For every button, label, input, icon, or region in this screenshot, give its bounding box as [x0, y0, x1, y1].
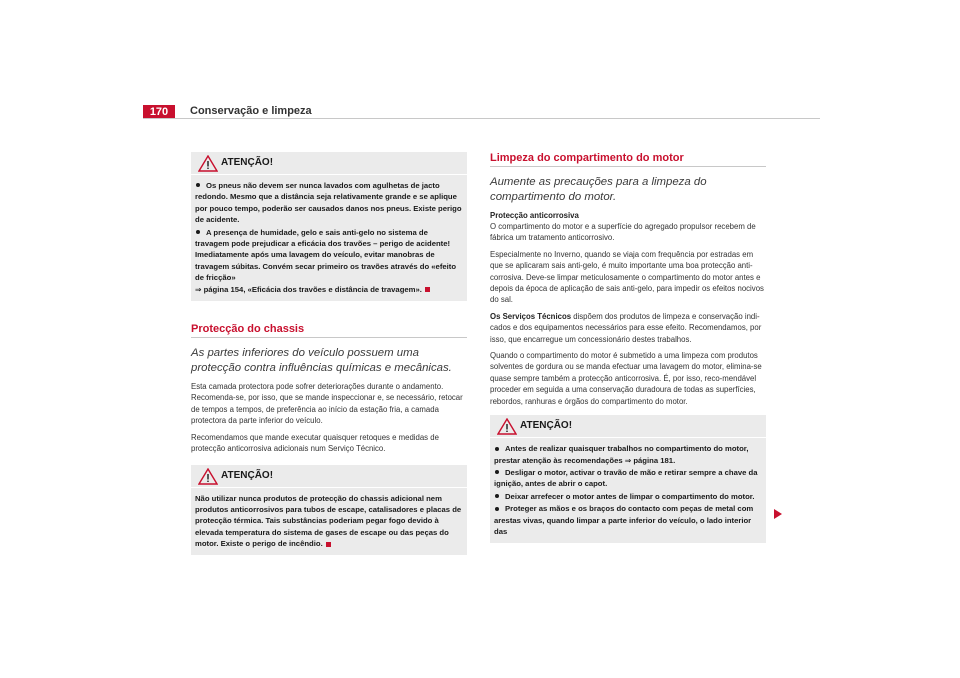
bullet-icon	[196, 183, 200, 187]
warning-header	[191, 152, 467, 175]
warning-box-chassis	[191, 465, 467, 555]
section-subtitle-chassis: As partes inferiores do veículo possuem uma protecção contra influências químicas e mecânicas.	[191, 347, 452, 374]
paragraph: Recomendamos que mande executar quaisquer retoques e medidas de protecção anticorrosiva adicionais num Serviço Técnico.	[191, 432, 439, 454]
warning-item: Proteger as mãos e os braços do contacto com peças de metal com arestas vivas, quando limpar a parte inferior do veículo, o lado interior das	[494, 504, 754, 536]
warning-title: ATENÇÃO!	[221, 469, 274, 481]
bullet-icon	[495, 494, 499, 498]
paragraph: Os Serviços Técnicos dispõem dos produtos de limpeza e conservação indi-cados e dos equipamentos necessários para esse efeito. Recomendamos, por isso, que encarregue um concessionário destes trabalhos.	[490, 311, 762, 344]
section-subtitle-engine: Aumente as precauções para a limpeza do compartimento do motor.	[490, 176, 707, 203]
header-divider	[143, 118, 820, 119]
warning-body	[191, 488, 467, 555]
subheading-corrosion: Protecção anticorrosiva	[490, 211, 579, 220]
warning-item: Antes de realizar quaisquer trabalhos no compartimento do motor, prestar atenção às recomendações ⇒ página 181.	[494, 444, 749, 465]
warning-item: Desligar o motor, activar o travão de mão e retirar sempre a chave da ignição, antes de abrir o capot.	[494, 467, 758, 489]
warning-item: Os pneus não devem ser nunca lavados com agulhetas de jacto redondo. Mesmo que a distância seja relativamente grande e se aplique por pouco tempo, poderão ser causados danos nos pneus. Existe perigo de acidente.	[195, 181, 462, 225]
bullet-icon	[495, 470, 499, 474]
page-header-title: Conservação e limpeza	[190, 105, 312, 117]
warning-box-engine	[490, 415, 766, 543]
paragraph: Esta camada protectora pode sofrer deteriorações durante o andamento. Recomenda-se, por isso, que se mande inspeccionar e, se necessário, retocar de tempos a tempos, de preferência ao início da estação fria, a camada protectora da parte inferior do veículo.	[191, 382, 463, 426]
bullet-icon	[196, 230, 200, 234]
warning-header	[490, 415, 766, 438]
paragraph: O compartimento do motor e a superfície do agregado propulsor recebem de fábrica um tratamento anticorrosivo.	[490, 222, 756, 243]
page-reference-link[interactable]: ⇒ página 154, «Eficácia dos travões e distância de travagem».	[195, 284, 422, 294]
continue-arrow-icon	[773, 508, 783, 520]
end-square-icon	[326, 542, 331, 547]
end-square-icon	[425, 287, 430, 292]
paragraph: Quando o compartimento do motor é submetido a uma limpeza com produtos solventes de gordura ou se manda efectuar uma lavagem do motor, elimina-se quase sempre também a protecção anticorrosiva. É, por isso, reco-mendável proceder em seguida a uma conservação duradoura de todas as superfícies, rebordos, ranhuras e órgãos do compartimento do motor.	[490, 351, 762, 406]
warning-body	[490, 438, 766, 543]
bullet-icon	[495, 507, 499, 511]
right-column	[490, 152, 766, 543]
bullet-icon	[495, 447, 499, 451]
warning-title: ATENÇÃO!	[221, 157, 274, 168]
warning-triangle-icon	[198, 155, 218, 172]
section-title-engine: Limpeza do compartimento do motor	[490, 152, 766, 167]
warning-triangle-icon	[497, 418, 517, 435]
warning-item: A presença de humidade, gelo e sais anti-gelo no sistema de travagem pode prejudicar a eficácia dos travões – perigo de acidente! Imediatamente após uma lavagem do veículo, evitar manobras de travagem súbitas. Convém secar primeiro os travões através do «efeito de fricção» ⇒ página 154, «Eficácia dos travões e distância de travagem».	[195, 227, 457, 294]
bold-term: Os Serviços Técnicos	[490, 311, 572, 321]
warning-header	[191, 465, 467, 488]
warning-body	[191, 175, 467, 301]
paragraph: Especialmente no Inverno, quando se viaja com frequência por estradas em que se aplicaram sais anti-gelo, é muito importante uma boa protecção anti-corrosiva. Deve-se limpar meticulosamente o compartimento do motor antes e depois da época de aplicação de sais anti-gelo, para impedir os efeitos nocivos do sal.	[490, 249, 764, 305]
warning-box-tyres-brakes	[191, 152, 467, 301]
left-column	[191, 152, 467, 555]
page-number: 170	[143, 105, 175, 119]
warning-text: Não utilizar nunca produtos de protecção do chassis adicional nem produtos anticorrosivos para tubos de escape, catalisadores e placas de protecção térmica. Tais substâncias poderiam pegar fogo devido à elevada temperatura do sistema de gases de escape ou das peças do motor. Existe o perigo de incêndio.	[195, 493, 462, 549]
warning-triangle-icon	[198, 468, 218, 485]
warning-title: ATENÇÃO!	[520, 420, 573, 432]
warning-item: Deixar arrefecer o motor antes de limpar o compartimento do motor.	[494, 491, 762, 502]
section-title-chassis: Protecção do chassis	[191, 323, 467, 338]
